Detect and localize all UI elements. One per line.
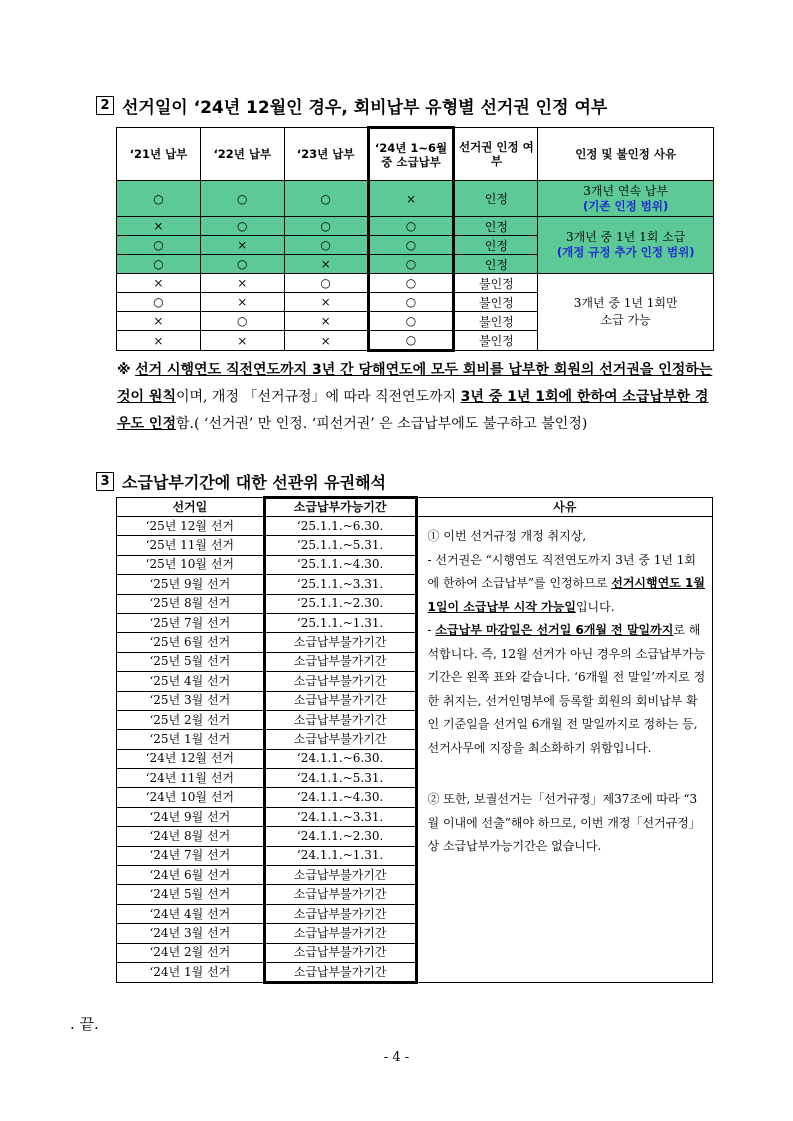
table-header-row [117, 128, 714, 181]
period-cell: ‘24.1.1.~2.30. [264, 827, 416, 846]
status-cell: 불인정 [454, 331, 538, 351]
table-row [117, 274, 714, 293]
election-date-cell: ‘25년 12월 선거 [117, 517, 265, 536]
cell: × [117, 331, 201, 351]
reason-text: 3개년 연속 납부 [583, 183, 669, 198]
period-cell: ‘24.1.1.~1.31. [264, 846, 416, 865]
cell: ○ [117, 236, 201, 255]
election-date-cell: ‘25년 1월 선거 [117, 730, 265, 749]
period-cell: 소급납부불가기간 [264, 652, 416, 671]
reason-cell [538, 217, 714, 274]
period-cell: 소급납부불가기간 [264, 962, 416, 982]
cell: × [200, 293, 284, 312]
note-text: 이며, 개정 「선거규정」에 따라 직전연도까지 [175, 389, 461, 405]
status-cell: 인정 [454, 236, 538, 255]
election-date-cell: ‘24년 9월 선거 [117, 807, 265, 826]
header-cell: 선거권 인정 여부 [454, 128, 538, 181]
section2-title: 선거일이 ‘24년 12월인 경우, 회비납부 유형별 선거권 인정 여부 [122, 98, 608, 118]
note-mark: ※ [117, 362, 131, 378]
election-date-cell: ‘25년 7월 선거 [117, 613, 265, 632]
status-cell: 인정 [454, 217, 538, 236]
section3-title: 소급납부기간에 대한 선관위 유권해석 [122, 473, 387, 492]
cell: ○ [117, 255, 201, 274]
cell: ○ [200, 217, 284, 236]
table-row [117, 517, 713, 536]
election-date-cell: ‘24년 7월 선거 [117, 846, 265, 865]
cell: ○ [200, 255, 284, 274]
period-cell: ‘25.1.1.~3.31. [264, 575, 416, 594]
election-date-cell: ‘24년 4월 선거 [117, 904, 265, 923]
page-number: - 4 - [383, 1050, 410, 1065]
period-cell: 소급납부불가기간 [264, 885, 416, 904]
reason-1-detail: - 선거권은 “시행연도 직전연도까지 3년 중 1년 1회에 한하여 소급납부”를 인정하므로 선거시행연도 1월1일이 소급납부 시작 가능일입니다. [427, 552, 705, 614]
period-cell: 소급납부불가기간 [264, 672, 416, 691]
reason-1-deadline: - 소급납부 마감일은 선거일 6개월 전 말일까지로 해석합니다. 즉, 12월 선거가 아닌 경우의 소급납부가능기간은 왼쪽 표와 같습니다. ‘6개월 전 말일’까지로 정한 취지는, 선거인명부에 등록할 회원의 회비납부 확인 기준일을 선거일 6개월 전 말일까지로 정하는 등, 선거사무에 지장을 최소화하기 위함입니다. [427, 623, 706, 755]
election-date-cell: ‘25년 6월 선거 [117, 633, 265, 652]
election-date-cell: ‘25년 8월 선거 [117, 594, 265, 613]
cell: ○ [284, 236, 368, 255]
reason-highlight: (개정 규정 추가 인정 범위) [556, 245, 695, 259]
note-principle: 선거 시행연도 직전연도까지 3년 간 당해연도에 모두 회비를 납부한 회원의 선거권을 인정하는 것이 원칙 [117, 362, 713, 405]
cell: ○ [368, 293, 454, 312]
cell: × [284, 331, 368, 351]
election-date-cell: ‘24년 8월 선거 [117, 827, 265, 846]
cell: ○ [368, 274, 454, 293]
reason-text: 소급 가능 [600, 313, 651, 327]
period-cell: ‘24.1.1.~4.30. [264, 788, 416, 807]
voting-rights-table [116, 126, 714, 352]
cell: × [284, 293, 368, 312]
period-cell: ‘25.1.1.~6.30. [264, 517, 416, 536]
election-date-cell: ‘25년 5월 선거 [117, 652, 265, 671]
status-cell: 불인정 [454, 293, 538, 312]
election-date-cell: ‘25년 11월 선거 [117, 536, 265, 555]
cell: ○ [368, 331, 454, 351]
period-cell: 소급납부불가기간 [264, 866, 416, 885]
election-date-cell: ‘25년 2월 선거 [117, 710, 265, 729]
period-cell: 소급납부불가기간 [264, 943, 416, 962]
table-row [117, 181, 714, 217]
election-date-cell: ‘24년 6월 선거 [117, 866, 265, 885]
header-cell: ‘23년 납부 [284, 128, 368, 181]
period-cell: ‘25.1.1.~2.30. [264, 594, 416, 613]
reason-2: ② 또한, 보궐선거는「선거규정」제37조에 따라 “3월 이내에 선출”해야 하므로, 이번 개정「선거규정」상 소급납부가능기간은 없습니다. [427, 792, 701, 853]
election-date-cell: ‘24년 10월 선거 [117, 788, 265, 807]
reason-cell [416, 517, 712, 983]
election-date-cell: ‘24년 11월 선거 [117, 769, 265, 788]
election-date-cell: ‘24년 3월 선거 [117, 924, 265, 943]
cell: × [117, 217, 201, 236]
cell: × [368, 181, 454, 217]
cell: × [117, 312, 201, 331]
section3-number: 3 [96, 472, 114, 491]
reason-1: ① 이번 선거규정 개정 취지상, [427, 529, 587, 543]
reason-cell [538, 274, 714, 351]
election-date-cell: ‘25년 10월 선거 [117, 555, 265, 574]
cell: ○ [117, 181, 201, 217]
cell: × [200, 274, 284, 293]
reason-cell [538, 181, 714, 217]
cell: ○ [284, 217, 368, 236]
period-cell: ‘24.1.1.~6.30. [264, 749, 416, 768]
note-paragraph [117, 357, 717, 438]
section2-heading [96, 93, 607, 118]
election-date-cell: ‘25년 3월 선거 [117, 691, 265, 710]
period-cell: ‘25.1.1.~5.31. [264, 536, 416, 555]
period-cell: 소급납부불가기간 [264, 710, 416, 729]
period-cell: 소급납부불가기간 [264, 730, 416, 749]
period-cell: ‘24.1.1.~5.31. [264, 769, 416, 788]
cell: ○ [368, 255, 454, 274]
status-cell: 인정 [454, 255, 538, 274]
cell: × [200, 331, 284, 351]
table-row [117, 217, 714, 236]
header-cell: 사유 [416, 498, 712, 517]
cell: × [117, 274, 201, 293]
period-cell: ‘24.1.1.~3.31. [264, 807, 416, 826]
retroactive-period-table [116, 496, 713, 984]
status-cell: 인정 [454, 181, 538, 217]
reason-highlight: (기존 인정 범위) [583, 198, 669, 213]
cell: ○ [200, 312, 284, 331]
header-cell: ‘22년 납부 [200, 128, 284, 181]
cell: ○ [117, 293, 201, 312]
period-cell: 소급납부불가기간 [264, 904, 416, 923]
note-tail: 함.( ‘선거권’ 만 인정. ‘피선거권’ 은 소급납부에도 불구하고 불인정) [175, 416, 588, 432]
reason-text: 3개년 중 1년 1회만 [573, 296, 678, 310]
status-cell: 불인정 [454, 312, 538, 331]
cell: ○ [200, 181, 284, 217]
period-cell: 소급납부불가기간 [264, 691, 416, 710]
cell: × [200, 236, 284, 255]
section3-heading [96, 470, 386, 493]
cell: ○ [284, 274, 368, 293]
cell: ○ [368, 217, 454, 236]
header-cell: ‘24년 1~6월 중 소급납부 [368, 128, 454, 181]
period-cell: ‘25.1.1.~4.30. [264, 555, 416, 574]
note-amendment: 3년 중 1년 1회에 한하여 소급납부한 경우도 인정 [117, 389, 709, 432]
election-date-cell: ‘24년 1월 선거 [117, 962, 265, 982]
election-date-cell: ‘25년 9월 선거 [117, 575, 265, 594]
period-cell: ‘25.1.1.~1.31. [264, 613, 416, 632]
cell: ○ [368, 236, 454, 255]
cell: ○ [284, 181, 368, 217]
reason-text: 3개년 중 1년 1회 소급 [565, 230, 686, 244]
header-cell: 인정 및 불인정 사유 [538, 128, 714, 181]
cell: × [284, 312, 368, 331]
election-date-cell: ‘25년 4월 선거 [117, 672, 265, 691]
period-cell: 소급납부불가기간 [264, 924, 416, 943]
cell: ○ [368, 312, 454, 331]
cell: × [284, 255, 368, 274]
header-cell: 선거일 [117, 498, 265, 517]
period-cell: 소급납부불가기간 [264, 633, 416, 652]
header-cell: 소급납부가능기간 [264, 498, 416, 517]
election-date-cell: ‘24년 2월 선거 [117, 943, 265, 962]
header-cell: ‘21년 납부 [117, 128, 201, 181]
election-date-cell: ‘24년 12월 선거 [117, 749, 265, 768]
status-cell: 불인정 [454, 274, 538, 293]
end-mark: . 끝. [70, 1015, 99, 1033]
table-header-row [117, 498, 713, 517]
section2-number: 2 [96, 96, 114, 115]
election-date-cell: ‘24년 5월 선거 [117, 885, 265, 904]
